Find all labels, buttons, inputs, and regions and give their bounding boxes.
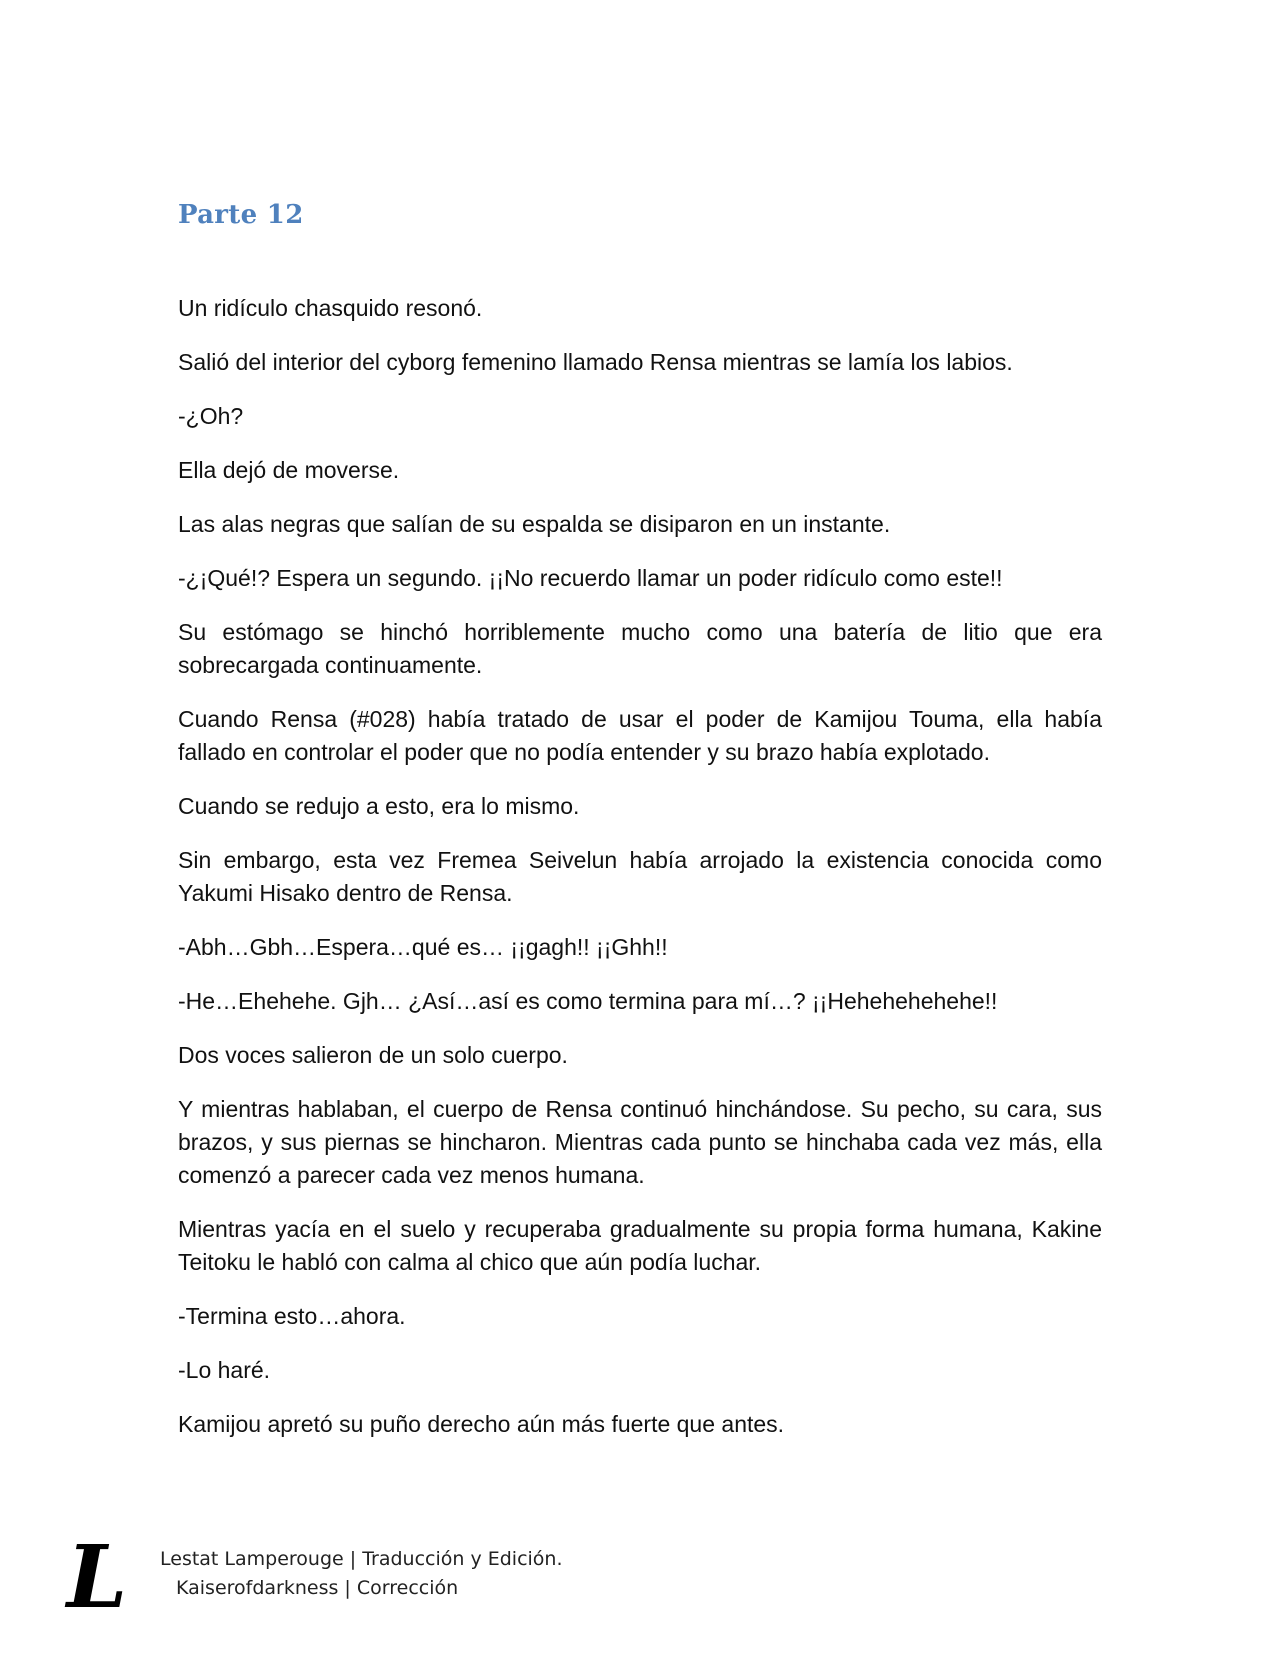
chapter-body xyxy=(178,292,1102,1462)
paragraph: Sin embargo, esta vez Fremea Seivelun había arrojado la existencia conocida como Yakumi Hisako dentro de Rensa. xyxy=(178,847,1102,906)
paragraph: Y mientras hablaban, el cuerpo de Rensa continuó hinchándose. Su pecho, su cara, sus brazos, y sus piernas se hincharon. Mientras cada punto se hinchaba cada vez más, ella comenzó a parecer cada vez menos humana. xyxy=(178,1096,1102,1188)
paragraph: Dos voces salieron de un solo cuerpo. xyxy=(178,1042,568,1068)
chapter-heading: Parte 12 xyxy=(178,200,304,230)
paragraph: -Abh…Gbh…Espera…qué es… ¡¡gagh!! ¡¡Ghh!! xyxy=(178,934,668,960)
paragraph: -¿¡Qué!? Espera un segundo. ¡¡No recuerdo llamar un poder ridículo como este!! xyxy=(178,565,1003,591)
footer-credits xyxy=(160,1545,563,1603)
paragraph: Ella dejó de moverse. xyxy=(178,457,400,483)
paragraph: Cuando se redujo a esto, era lo mismo. xyxy=(178,793,580,819)
paragraph: Cuando Rensa (#028) había tratado de usar el poder de Kamijou Touma, ella había fallado en controlar el poder que no podía entender y su brazo había explotado. xyxy=(178,706,1102,765)
paragraph: -¿Oh? xyxy=(178,403,244,429)
paragraph: Un ridículo chasquido resonó. xyxy=(178,295,483,321)
gothic-l-logo-icon: L xyxy=(66,1527,128,1628)
paragraph: Kamijou apretó su puño derecho aún más fuerte que antes. xyxy=(178,1411,785,1437)
paragraph: Su estómago se hinchó horriblemente mucho como una batería de litio que era sobrecargada continuamente. xyxy=(178,619,1102,678)
credit-translation: Lestat Lamperouge | Traducción y Edición. xyxy=(160,1548,563,1570)
paragraph: -He…Ehehehe. Gjh… ¿Así…así es como termina para mí…? ¡¡Hehehehehehe!! xyxy=(178,988,998,1014)
paragraph: Salió del interior del cyborg femenino llamado Rensa mientras se lamía los labios. xyxy=(178,349,1013,375)
paragraph: -Lo haré. xyxy=(178,1357,271,1383)
paragraph: Mientras yacía en el suelo y recuperaba gradualmente su propia forma humana, Kakine Teitoku le habló con calma al chico que aún podía luchar. xyxy=(178,1216,1102,1275)
paragraph: -Termina esto…ahora. xyxy=(178,1303,406,1329)
credit-proofreading: Kaiserofdarkness | Corrección xyxy=(176,1577,459,1599)
paragraph: Las alas negras que salían de su espalda se disiparon en un instante. xyxy=(178,511,891,537)
